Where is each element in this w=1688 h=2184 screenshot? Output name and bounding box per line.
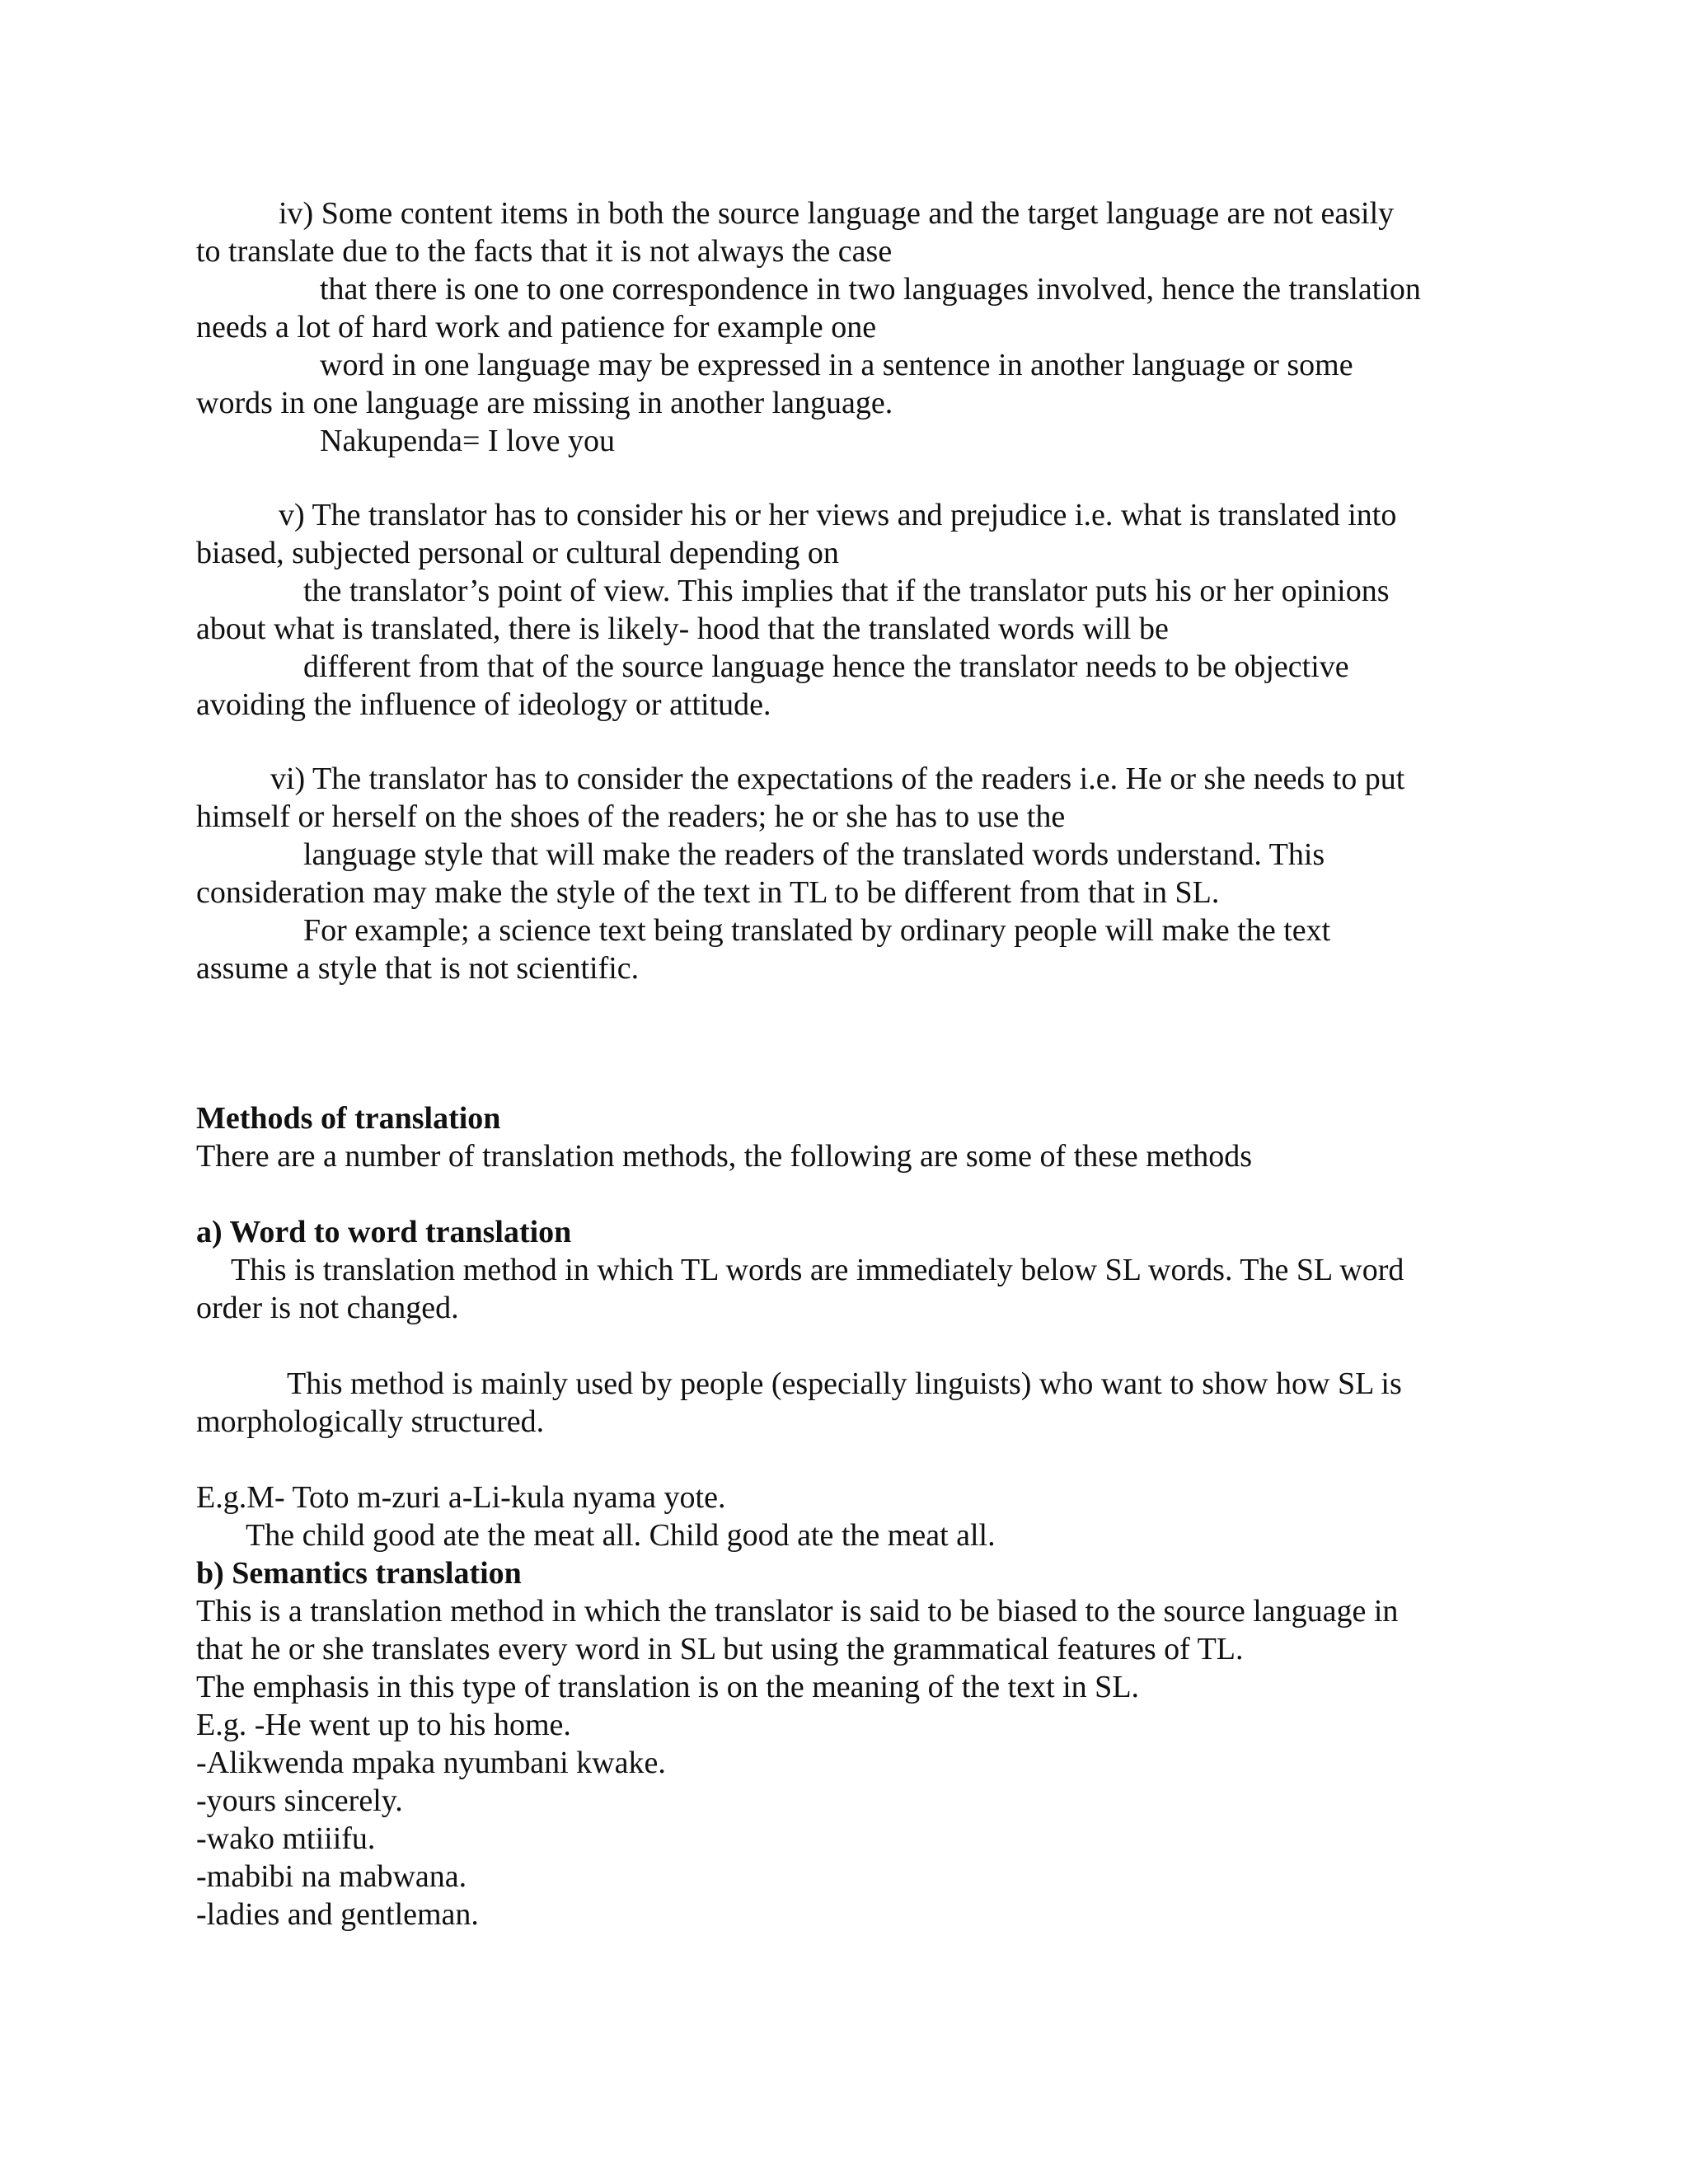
text-line: himself or herself on the shoes of the readers; he or she has to use the	[196, 799, 1066, 834]
text-line: that there is one to one correspondence in two languages involved, hence the translation	[320, 272, 1421, 307]
text-line: E.g. -He went up to his home.	[196, 1708, 571, 1742]
subsection-heading: b) Semantics translation	[196, 1556, 522, 1591]
text-line: order is not changed.	[196, 1291, 459, 1325]
text-line: vi) The translator has to consider the expectations of the readers i.e. He or she needs to put	[270, 762, 1405, 796]
text-line: different from that of the source language hence the translator needs to be objective	[303, 649, 1349, 684]
text-line: This is a translation method in which the translator is said to be biased to the source language in	[196, 1594, 1399, 1629]
text-line: -Alikwenda mpaka nyumbani kwake.	[196, 1746, 666, 1780]
text-line: word in one language may be expressed in a sentence in another language or some	[320, 348, 1353, 382]
subsection-heading: a) Word to word translation	[196, 1215, 572, 1249]
text-line: The child good ate the meat all. Child good ate the meat all.	[246, 1518, 996, 1553]
text-line: Nakupenda= I love you	[320, 424, 616, 458]
text-line: words in one language are missing in another language.	[196, 386, 893, 420]
text-line: E.g.M- Toto m-zuri a-Li-kula nyama yote.	[196, 1480, 726, 1515]
text-line: For example; a science text being translated by ordinary people will make the text	[303, 913, 1331, 948]
text-line: language style that will make the readers of the translated words understand. This	[303, 837, 1325, 872]
text-line: needs a lot of hard work and patience for example one	[196, 310, 877, 344]
text-line: There are a number of translation methods, the following are some of these methods	[196, 1139, 1253, 1174]
text-line: This is translation method in which TL words are immediately below SL words. The SL word	[231, 1253, 1404, 1287]
text-line: to translate due to the facts that it is not always the case	[196, 234, 893, 269]
text-line: about what is translated, there is likely- hood that the translated words will be	[196, 612, 1169, 646]
text-line: -mabibi na mabwana.	[196, 1859, 467, 1894]
text-line: avoiding the influence of ideology or attitude.	[196, 687, 771, 722]
text-line: This method is mainly used by people (especially linguists) who want to show how SL is	[287, 1366, 1402, 1401]
section-heading: Methods of translation	[196, 1101, 501, 1136]
text-line: v) The translator has to consider his or her views and prejudice i.e. what is translated into	[279, 498, 1397, 532]
text-line: -yours sincerely.	[196, 1783, 403, 1818]
text-line: assume a style that is not scientific.	[196, 951, 640, 986]
text-line: iv) Some content items in both the source language and the target language are not easily	[279, 196, 1395, 231]
text-line: the translator’s point of view. This implies that if the translator puts his or her opinions	[303, 574, 1390, 608]
text-line: consideration may make the style of the text in TL to be different from that in SL.	[196, 875, 1220, 910]
text-line: morphologically structured.	[196, 1404, 545, 1439]
text-line: -ladies and gentleman.	[196, 1897, 479, 1932]
text-line: biased, subjected personal or cultural depending on	[196, 536, 839, 570]
text-line: that he or she translates every word in SL but using the grammatical features of TL.	[196, 1632, 1244, 1666]
text-line: The emphasis in this type of translation is on the meaning of the text in SL.	[196, 1670, 1140, 1704]
text-line: -wako mtiiifu.	[196, 1821, 376, 1856]
